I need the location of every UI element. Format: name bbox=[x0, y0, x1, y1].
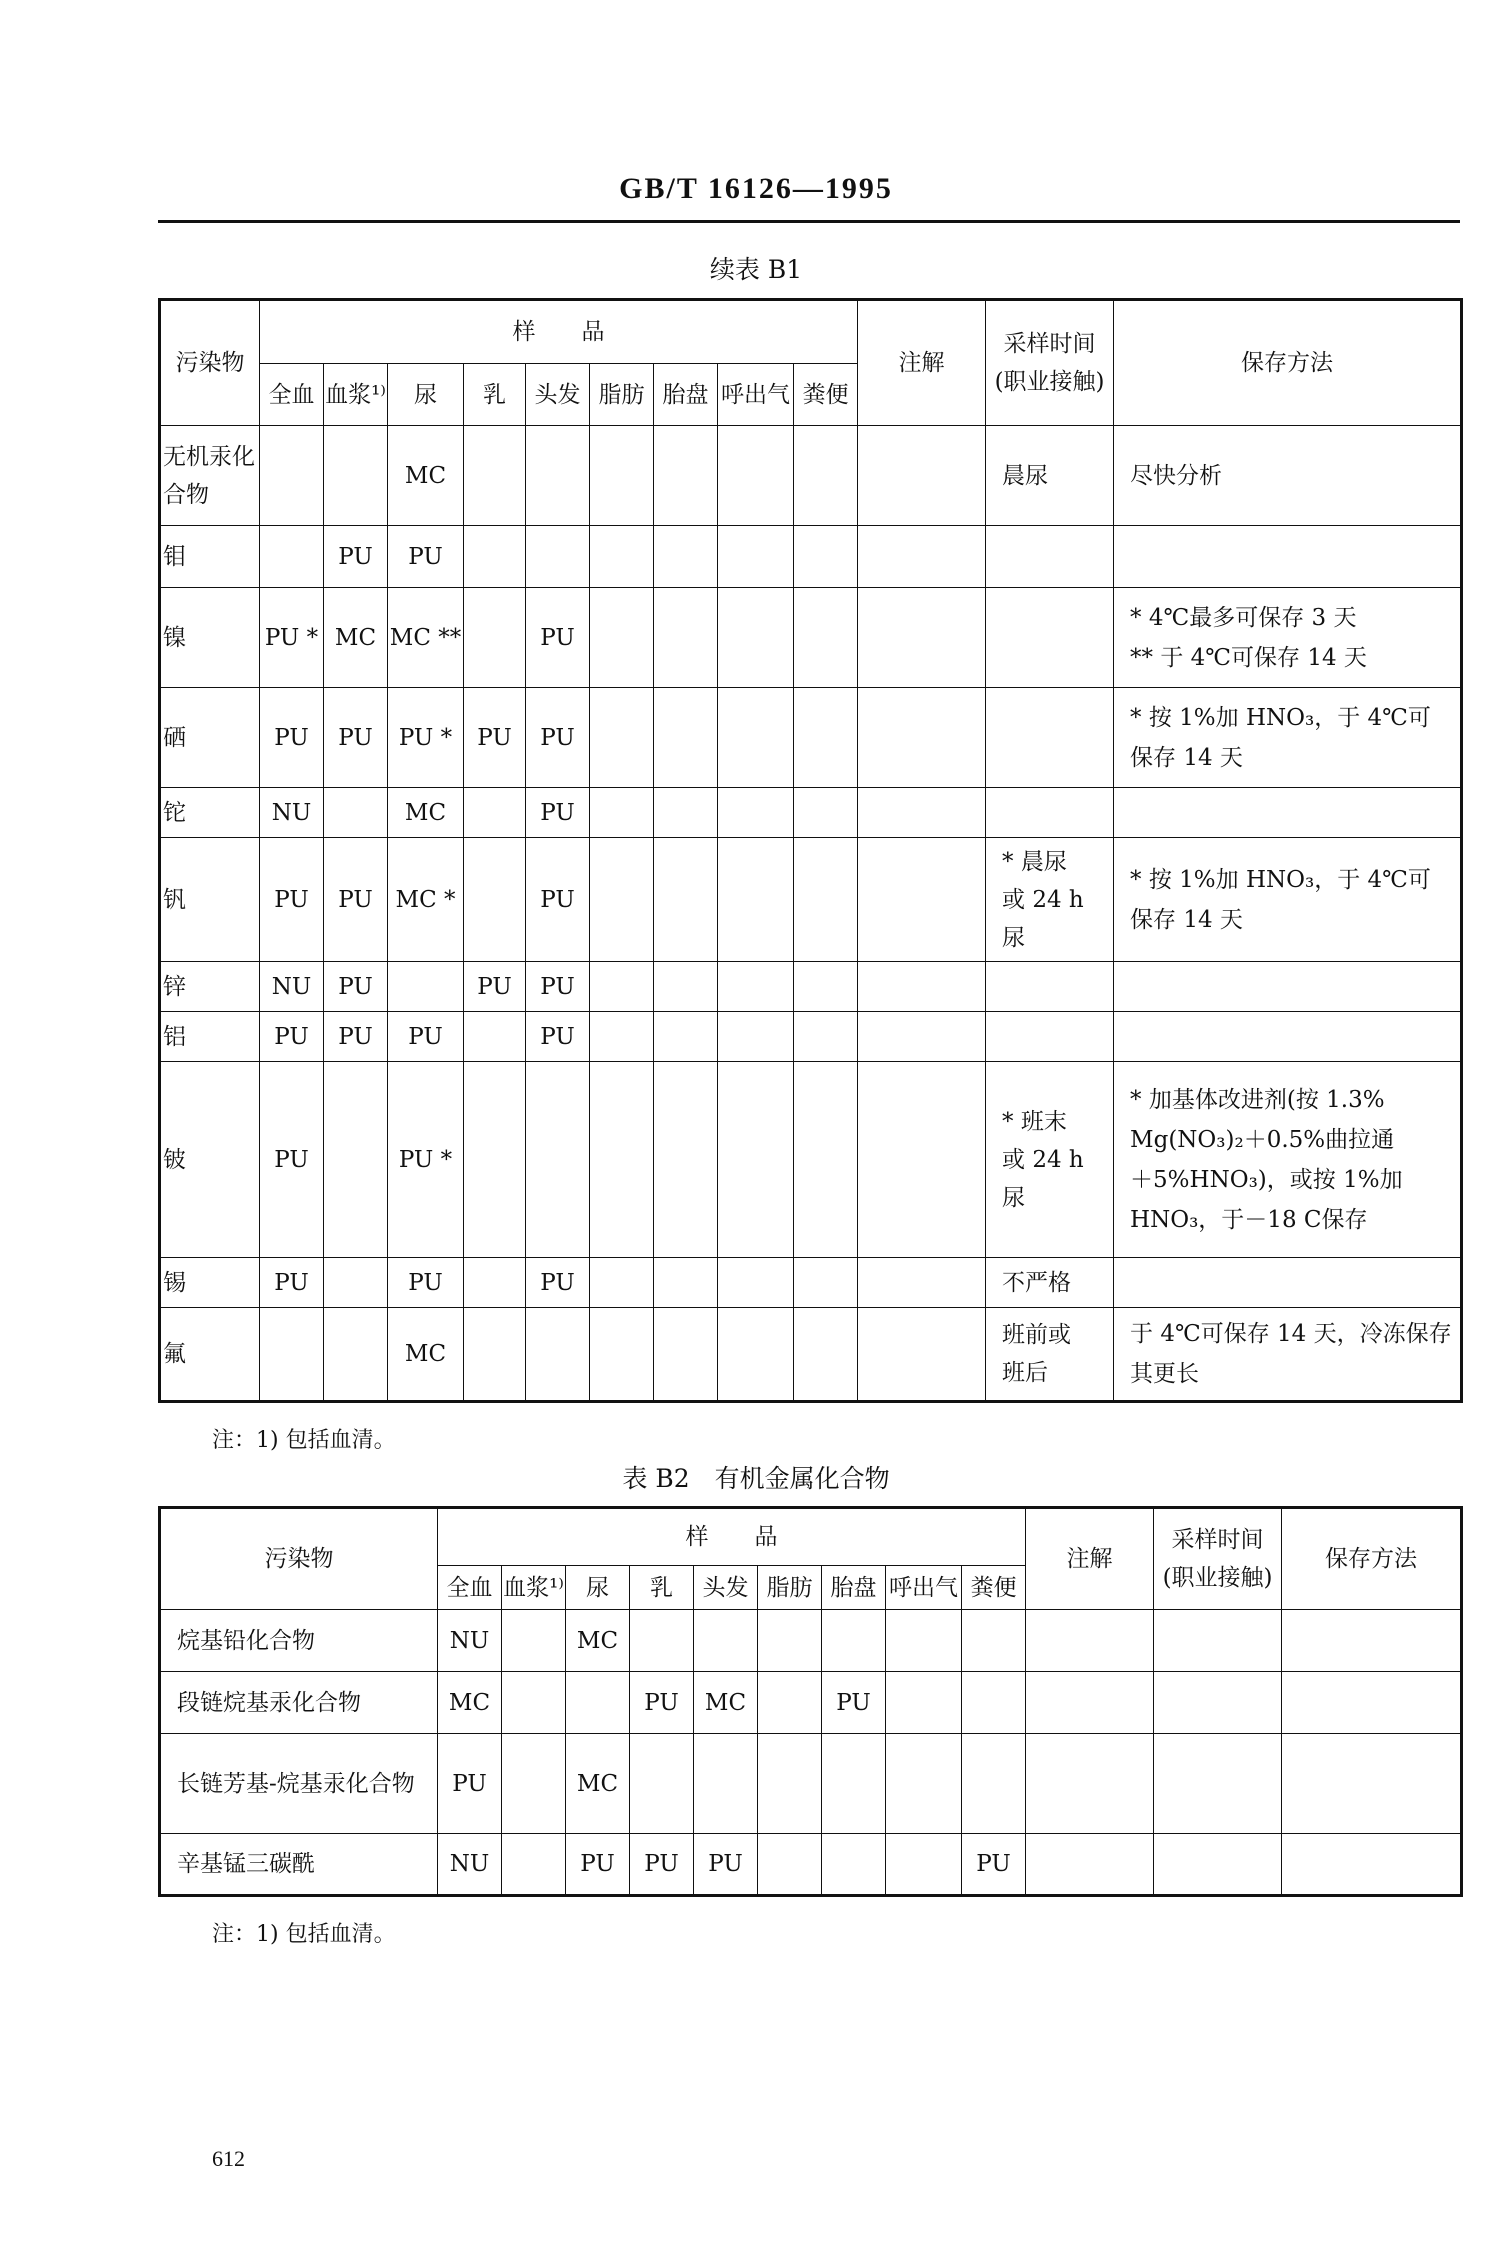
sample-cell: MC bbox=[388, 788, 464, 838]
sample-cell: PU bbox=[694, 1834, 758, 1896]
note-header: 注解 bbox=[858, 300, 986, 426]
sample-cell bbox=[794, 1258, 858, 1308]
note-cell bbox=[1026, 1610, 1154, 1672]
sample-cell bbox=[794, 962, 858, 1012]
pollutant-name: 钒 bbox=[160, 838, 260, 962]
sample-cell bbox=[718, 1012, 794, 1062]
sample-cell: PU bbox=[526, 1012, 590, 1062]
sample-cell bbox=[590, 688, 654, 788]
sample-cell bbox=[654, 1308, 718, 1402]
sample-cell: MC bbox=[566, 1734, 630, 1834]
sample-cell bbox=[794, 1012, 858, 1062]
sample-col-header: 胎盘 bbox=[654, 364, 718, 426]
pollutant-name: 长链芳基-烷基汞化合物 bbox=[160, 1734, 438, 1834]
sample-cell: PU bbox=[526, 688, 590, 788]
sample-cell bbox=[654, 526, 718, 588]
table-row bbox=[160, 1258, 1462, 1308]
sample-cell: PU bbox=[260, 1258, 324, 1308]
pollutant-name: 硒 bbox=[160, 688, 260, 788]
sample-cell bbox=[886, 1672, 962, 1734]
sampling-time-cell: 不严格 bbox=[986, 1258, 1114, 1308]
note-cell bbox=[858, 838, 986, 962]
sample-cell: PU bbox=[438, 1734, 502, 1834]
page-number: 612 bbox=[212, 2146, 245, 2171]
note-cell bbox=[858, 788, 986, 838]
sample-cell bbox=[630, 1734, 694, 1834]
sample-cell: NU bbox=[438, 1610, 502, 1672]
pollutant-name: 无机汞化合物 bbox=[160, 426, 260, 526]
sample-cell bbox=[502, 1672, 566, 1734]
sample-cell: PU bbox=[962, 1834, 1026, 1896]
sample-cell bbox=[718, 788, 794, 838]
pollutant-name: 段链烷基汞化合物 bbox=[160, 1672, 438, 1734]
sample-col-header: 尿 bbox=[388, 364, 464, 426]
sample-cell bbox=[654, 1062, 718, 1258]
table-row bbox=[160, 688, 1462, 788]
table-b2-footnote: 注：1) 包括血清。 bbox=[212, 1922, 396, 1947]
sample-cell bbox=[324, 426, 388, 526]
note-cell bbox=[858, 688, 986, 788]
sample-cell bbox=[654, 1258, 718, 1308]
sample-col-header: 全血 bbox=[260, 364, 324, 426]
sampling-time-cell: 班前或 班后 bbox=[986, 1308, 1114, 1402]
sample-cell: PU bbox=[526, 838, 590, 962]
sampling-time-cell bbox=[986, 688, 1114, 788]
sample-cell bbox=[718, 1308, 794, 1402]
sample-cell bbox=[822, 1610, 886, 1672]
storage-cell: * 加基体改进剂(按 1.3% Mg(NO₃)₂＋0.5%曲拉通 ＋5%HNO₃)，或按 1%加 HNO₃，于－18 C保存 bbox=[1114, 1062, 1462, 1258]
table-row bbox=[160, 1610, 1462, 1672]
table-row bbox=[160, 1062, 1462, 1258]
sample-cell bbox=[590, 526, 654, 588]
sample-col-header: 血浆¹⁾ bbox=[324, 364, 388, 426]
sample-cell: PU bbox=[822, 1672, 886, 1734]
note-cell bbox=[858, 1012, 986, 1062]
sample-col-header: 胎盘 bbox=[822, 1566, 886, 1610]
sample-cell bbox=[822, 1834, 886, 1896]
sample-col-header: 呼出气 bbox=[718, 364, 794, 426]
sample-cell bbox=[260, 1308, 324, 1402]
sample-cell bbox=[794, 588, 858, 688]
sample-header: 样 品 bbox=[438, 1508, 1026, 1566]
sampling-time-cell bbox=[986, 526, 1114, 588]
sample-cell bbox=[324, 1258, 388, 1308]
storage-cell: 于 4℃可保存 14 天，冷冻保存其更长 bbox=[1114, 1308, 1462, 1402]
pollutant-name: 镍 bbox=[160, 588, 260, 688]
storage-cell bbox=[1282, 1734, 1462, 1834]
sample-cell bbox=[590, 1308, 654, 1402]
table-b2 bbox=[158, 1506, 1463, 1897]
sample-cell bbox=[822, 1734, 886, 1834]
sample-cell: NU bbox=[260, 788, 324, 838]
table-row bbox=[160, 1672, 1462, 1734]
sample-cell bbox=[758, 1672, 822, 1734]
sample-cell bbox=[630, 1610, 694, 1672]
sample-header: 样 品 bbox=[260, 300, 858, 364]
sampling-time-cell bbox=[1154, 1834, 1282, 1896]
sample-cell bbox=[758, 1834, 822, 1896]
sample-col-header: 脂肪 bbox=[758, 1566, 822, 1610]
table-row bbox=[160, 838, 1462, 962]
note-cell bbox=[858, 1308, 986, 1402]
sample-cell bbox=[502, 1610, 566, 1672]
sample-cell bbox=[718, 838, 794, 962]
sample-cell bbox=[794, 426, 858, 526]
sampling-time-header: 采样时间 (职业接触) bbox=[1154, 1508, 1282, 1610]
sample-cell: PU bbox=[324, 1012, 388, 1062]
sample-cell bbox=[526, 1308, 590, 1402]
storage-cell bbox=[1114, 788, 1462, 838]
sampling-time-cell bbox=[1154, 1610, 1282, 1672]
sample-col-header: 头发 bbox=[526, 364, 590, 426]
header-row bbox=[160, 300, 1462, 364]
sample-cell: PU * bbox=[260, 588, 324, 688]
sample-cell: PU bbox=[260, 688, 324, 788]
sample-cell bbox=[464, 526, 526, 588]
sample-col-header: 呼出气 bbox=[886, 1566, 962, 1610]
sample-cell: MC * bbox=[388, 838, 464, 962]
sample-cell: PU bbox=[464, 688, 526, 788]
sample-cell bbox=[718, 1062, 794, 1258]
sample-cell: NU bbox=[260, 962, 324, 1012]
sample-cell bbox=[886, 1734, 962, 1834]
sample-cell bbox=[962, 1734, 1026, 1834]
pollutant-name: 铝 bbox=[160, 1012, 260, 1062]
sample-cell: PU * bbox=[388, 1062, 464, 1258]
storage-cell bbox=[1114, 526, 1462, 588]
table-row bbox=[160, 962, 1462, 1012]
sample-cell: NU bbox=[438, 1834, 502, 1896]
sample-cell bbox=[718, 426, 794, 526]
note-cell bbox=[1026, 1672, 1154, 1734]
sample-cell: PU bbox=[526, 1258, 590, 1308]
sample-cell bbox=[324, 1308, 388, 1402]
sample-cell bbox=[464, 838, 526, 962]
sample-col-header: 全血 bbox=[438, 1566, 502, 1610]
sample-cell bbox=[962, 1610, 1026, 1672]
sample-cell: PU bbox=[324, 962, 388, 1012]
sample-cell bbox=[590, 1062, 654, 1258]
sampling-time-cell bbox=[986, 962, 1114, 1012]
note-cell bbox=[858, 526, 986, 588]
sample-cell bbox=[794, 838, 858, 962]
sample-cell bbox=[464, 426, 526, 526]
sample-cell bbox=[758, 1734, 822, 1834]
note-cell bbox=[858, 426, 986, 526]
sample-cell bbox=[526, 426, 590, 526]
sample-cell bbox=[718, 962, 794, 1012]
sample-cell bbox=[590, 962, 654, 1012]
sample-cell bbox=[464, 788, 526, 838]
sample-cell bbox=[654, 788, 718, 838]
sample-cell bbox=[794, 526, 858, 588]
sample-cell bbox=[886, 1610, 962, 1672]
sample-cell: PU bbox=[388, 1012, 464, 1062]
table-row bbox=[160, 1734, 1462, 1834]
sample-cell bbox=[464, 1062, 526, 1258]
sample-cell: PU bbox=[526, 588, 590, 688]
sample-cell bbox=[590, 838, 654, 962]
header-rule bbox=[158, 220, 1460, 223]
sample-cell bbox=[718, 526, 794, 588]
sample-cell bbox=[694, 1610, 758, 1672]
sample-cell bbox=[590, 588, 654, 688]
sample-cell bbox=[502, 1734, 566, 1834]
sample-cell bbox=[758, 1610, 822, 1672]
sample-cell bbox=[590, 1258, 654, 1308]
table-b1-footnote: 注：1) 包括血清。 bbox=[212, 1428, 396, 1453]
sample-cell: PU bbox=[566, 1834, 630, 1896]
sample-cell bbox=[464, 588, 526, 688]
sample-cell bbox=[464, 1258, 526, 1308]
sample-cell bbox=[962, 1672, 1026, 1734]
storage-cell bbox=[1114, 962, 1462, 1012]
sample-cell bbox=[464, 1012, 526, 1062]
sample-cell: PU bbox=[388, 526, 464, 588]
sample-cell bbox=[718, 588, 794, 688]
storage-cell bbox=[1282, 1610, 1462, 1672]
sample-col-header: 粪便 bbox=[794, 364, 858, 426]
sample-cell bbox=[654, 588, 718, 688]
sample-cell: MC ** bbox=[388, 588, 464, 688]
table-row bbox=[160, 588, 1462, 688]
sample-cell bbox=[654, 962, 718, 1012]
sample-cell bbox=[526, 1062, 590, 1258]
sample-cell bbox=[324, 788, 388, 838]
note-cell bbox=[858, 1062, 986, 1258]
table-row bbox=[160, 1834, 1462, 1896]
sample-cell: PU bbox=[630, 1834, 694, 1896]
storage-cell: * 按 1%加 HNO₃，于 4℃可保存 14 天 bbox=[1114, 838, 1462, 962]
sample-col-header: 尿 bbox=[566, 1566, 630, 1610]
storage-cell bbox=[1282, 1672, 1462, 1734]
note-header: 注解 bbox=[1026, 1508, 1154, 1610]
storage-header: 保存方法 bbox=[1114, 300, 1462, 426]
table-b1 bbox=[158, 298, 1463, 1403]
sample-cell bbox=[526, 526, 590, 588]
pollutant-name: 钼 bbox=[160, 526, 260, 588]
sample-cell: MC bbox=[694, 1672, 758, 1734]
sample-cell: PU bbox=[526, 962, 590, 1012]
sample-cell bbox=[794, 1062, 858, 1258]
pollutant-name: 锌 bbox=[160, 962, 260, 1012]
table-row bbox=[160, 1012, 1462, 1062]
sampling-time-cell: * 晨尿 或 24 h 尿 bbox=[986, 838, 1114, 962]
note-cell bbox=[858, 962, 986, 1012]
sample-cell bbox=[654, 1012, 718, 1062]
storage-header: 保存方法 bbox=[1282, 1508, 1462, 1610]
sample-cell bbox=[886, 1834, 962, 1896]
sample-cell bbox=[464, 1308, 526, 1402]
sampling-time-cell bbox=[1154, 1734, 1282, 1834]
header-row bbox=[160, 1508, 1462, 1566]
sample-cell: MC bbox=[388, 1308, 464, 1402]
sampling-time-cell bbox=[986, 1012, 1114, 1062]
sample-cell: MC bbox=[324, 588, 388, 688]
table-row bbox=[160, 526, 1462, 588]
sample-cell bbox=[654, 688, 718, 788]
sampling-time-cell bbox=[986, 588, 1114, 688]
sample-col-header: 乳 bbox=[464, 364, 526, 426]
sample-cell bbox=[388, 962, 464, 1012]
sample-cell bbox=[502, 1834, 566, 1896]
sampling-time-cell bbox=[986, 788, 1114, 838]
sample-cell bbox=[590, 1012, 654, 1062]
sample-cell: PU * bbox=[388, 688, 464, 788]
sample-cell: PU bbox=[526, 788, 590, 838]
sample-cell bbox=[260, 426, 324, 526]
sample-col-header: 血浆¹⁾ bbox=[502, 1566, 566, 1610]
table-b2-caption: 表 B2 有机金属化合物 bbox=[622, 1464, 890, 1493]
pollutant-name: 烷基铅化合物 bbox=[160, 1610, 438, 1672]
sample-cell: PU bbox=[324, 526, 388, 588]
sample-cell: MC bbox=[438, 1672, 502, 1734]
sample-cell bbox=[694, 1734, 758, 1834]
sample-cell: MC bbox=[566, 1610, 630, 1672]
sample-cell bbox=[324, 1062, 388, 1258]
storage-cell bbox=[1282, 1834, 1462, 1896]
sample-cell: PU bbox=[324, 838, 388, 962]
sample-cell bbox=[590, 426, 654, 526]
sample-cell bbox=[794, 1308, 858, 1402]
pollutant-name: 氟 bbox=[160, 1308, 260, 1402]
pollutant-name: 锡 bbox=[160, 1258, 260, 1308]
storage-cell bbox=[1114, 1258, 1462, 1308]
storage-cell bbox=[1114, 1012, 1462, 1062]
note-cell bbox=[1026, 1734, 1154, 1834]
sample-cell bbox=[794, 788, 858, 838]
sample-cell bbox=[718, 1258, 794, 1308]
sample-cell: PU bbox=[464, 962, 526, 1012]
sample-col-header: 乳 bbox=[630, 1566, 694, 1610]
sampling-time-cell: * 班末 或 24 h 尿 bbox=[986, 1062, 1114, 1258]
pollutant-name: 辛基锰三碳酰 bbox=[160, 1834, 438, 1896]
sample-cell: PU bbox=[630, 1672, 694, 1734]
sample-cell bbox=[260, 526, 324, 588]
note-cell bbox=[858, 1258, 986, 1308]
sample-cell bbox=[654, 426, 718, 526]
sample-cell bbox=[654, 838, 718, 962]
note-cell bbox=[858, 588, 986, 688]
sample-cell: PU bbox=[260, 1062, 324, 1258]
note-cell bbox=[1026, 1834, 1154, 1896]
pollutant-header: 污染物 bbox=[160, 300, 260, 426]
sample-cell: MC bbox=[388, 426, 464, 526]
sample-cell bbox=[590, 788, 654, 838]
sample-cell: PU bbox=[260, 838, 324, 962]
sample-cell: PU bbox=[260, 1012, 324, 1062]
sample-col-header: 粪便 bbox=[962, 1566, 1026, 1610]
storage-cell: * 4℃最多可保存 3 天 ** 于 4℃可保存 14 天 bbox=[1114, 588, 1462, 688]
storage-cell: * 按 1%加 HNO₃，于 4℃可保存 14 天 bbox=[1114, 688, 1462, 788]
sample-cell: PU bbox=[324, 688, 388, 788]
sample-cell bbox=[718, 688, 794, 788]
table-row bbox=[160, 788, 1462, 838]
sample-col-header: 脂肪 bbox=[590, 364, 654, 426]
pollutant-name: 铊 bbox=[160, 788, 260, 838]
sampling-time-cell: 晨尿 bbox=[986, 426, 1114, 526]
pollutant-name: 铍 bbox=[160, 1062, 260, 1258]
sample-cell bbox=[794, 688, 858, 788]
standard-header: GB/T 16126—1995 bbox=[619, 172, 893, 205]
sample-col-header: 头发 bbox=[694, 1566, 758, 1610]
table-b1-caption: 续表 B1 bbox=[709, 255, 803, 284]
table-row bbox=[160, 426, 1462, 526]
storage-cell: 尽快分析 bbox=[1114, 426, 1462, 526]
sampling-time-cell bbox=[1154, 1672, 1282, 1734]
sample-cell bbox=[566, 1672, 630, 1734]
pollutant-header: 污染物 bbox=[160, 1508, 438, 1610]
sample-cell: PU bbox=[388, 1258, 464, 1308]
sampling-time-header: 采样时间 (职业接触) bbox=[986, 300, 1114, 426]
table-row bbox=[160, 1308, 1462, 1402]
